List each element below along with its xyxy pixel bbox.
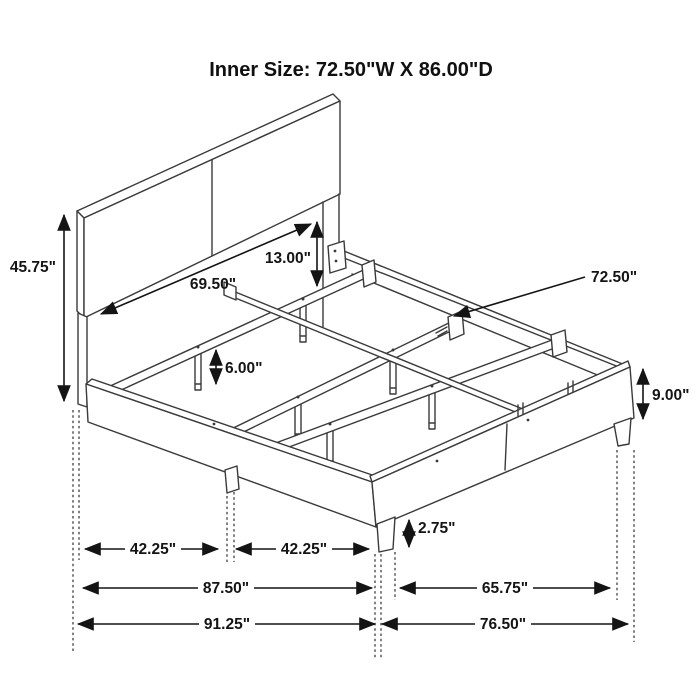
screw-dot [431, 385, 434, 388]
screw-dot [329, 423, 332, 426]
center-rail [224, 282, 530, 418]
screw-dot [436, 460, 439, 463]
rail-bracket [328, 241, 346, 273]
screw-dot [302, 298, 305, 301]
headboard-left-leg [78, 313, 87, 407]
dim-label-rail-height: 9.00" [652, 387, 690, 404]
dim-label-footboard-inner: 65.75" [481, 580, 529, 597]
dim-label-overall-width: 76.50" [479, 616, 527, 633]
near-foot [377, 517, 395, 552]
dim-label-side-rail-length: 87.50" [202, 580, 250, 597]
screw-dot [527, 419, 530, 422]
side-rail [86, 379, 378, 527]
side-rail-center-leg [225, 466, 239, 493]
bed-frame-drawing [77, 94, 634, 552]
dim-label-front-section: 42.25" [129, 541, 177, 558]
dim-label-overall-length: 91.25" [203, 616, 251, 633]
headboard-left-edge [77, 211, 84, 318]
dim-leader-inner-width [454, 277, 585, 316]
dim-label-inner-width: 72.50" [591, 269, 638, 286]
screw-dot [213, 423, 216, 426]
slat-bracket [362, 260, 376, 287]
dim-label-panel-gap: 13.00" [264, 250, 311, 267]
dim-label-back-section: 42.25" [280, 541, 328, 558]
dim-label-center-leg: 6.00" [225, 360, 263, 377]
dim-row-overall [78, 616, 628, 633]
screw-dot [197, 346, 200, 349]
bracket-hole [334, 250, 337, 253]
dim-row-middle [83, 580, 610, 597]
inner-size-title: Inner Size: 72.50"W X 86.00"D [209, 59, 493, 81]
bracket-hole [335, 260, 338, 263]
dim-label-headboard-height: 45.75" [9, 259, 56, 276]
slat-bracket [551, 330, 567, 357]
dim-label-headboard-width: 69.50" [189, 276, 237, 293]
dim-label-foot-height: 2.75" [418, 520, 456, 537]
screw-dot [392, 349, 395, 352]
footboard-face [372, 367, 634, 527]
screw-dot [297, 396, 300, 399]
